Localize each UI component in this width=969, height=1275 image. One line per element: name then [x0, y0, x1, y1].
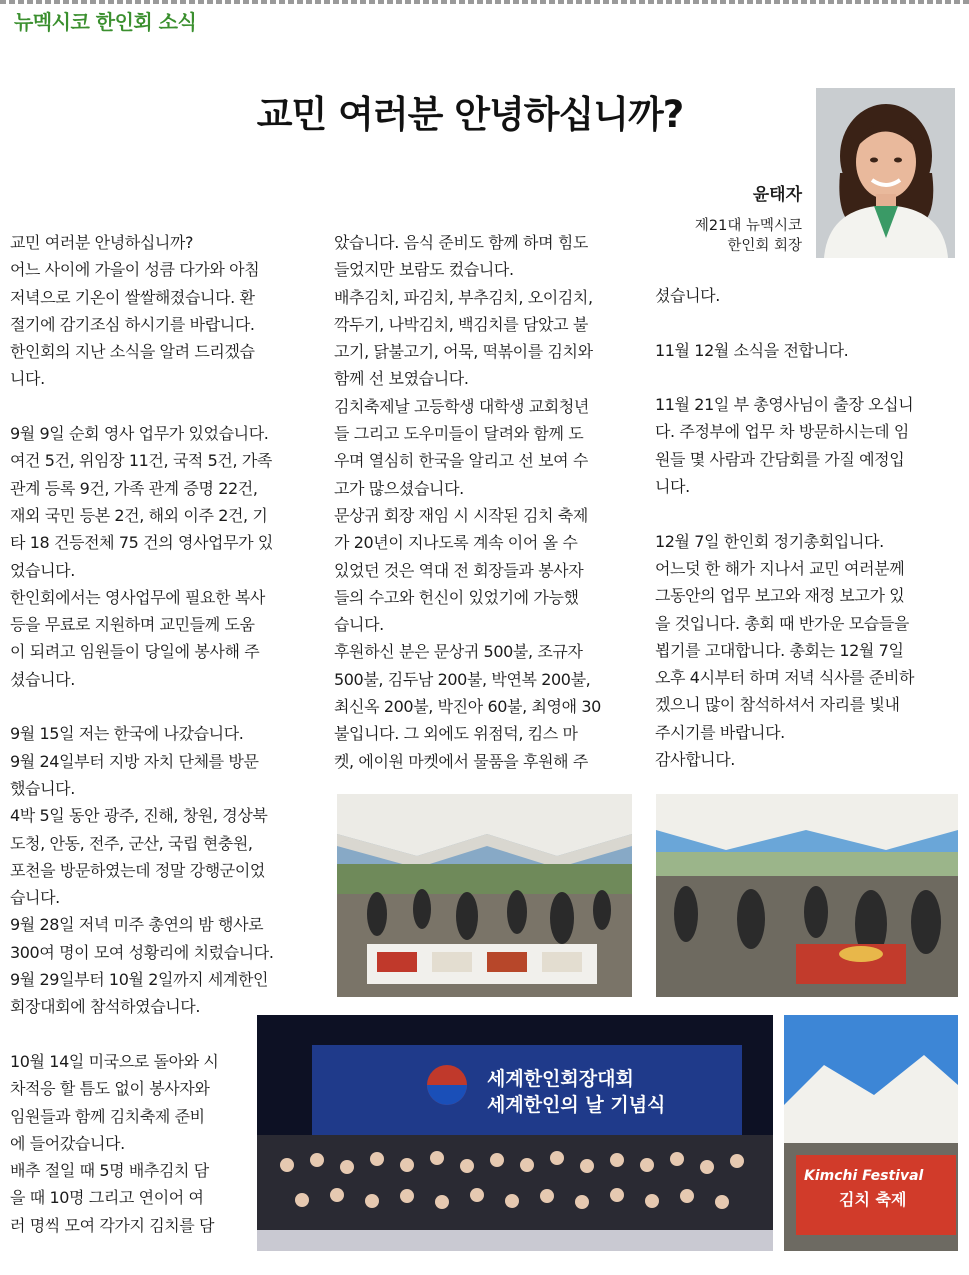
- festival-banner-photo: [784, 1015, 958, 1251]
- festival-banner-line2: 김치 축제: [839, 1190, 907, 1209]
- author-role-line1: 제21대 뉴멕시코: [694, 218, 802, 234]
- author-name: 윤태자: [752, 185, 802, 205]
- author-role-line2: 한인회 회장: [727, 238, 802, 254]
- article-column-3: 셨습니다. 11월 12월 소식을 전합니다. 11월 21일 부 총영사님이 출장 오십니 다. 주정부에 업무 차 방문하시는데 임 원들 몇 사람과 간담회를 가질 예정입 니다. 12월 7일 한인회 정기총회입니다. 어느덧 한 해가 지나서 교민 여러분께 그동안의 업무 보고와 재정 보고가 있 을 것입니다. 총회 때 반가운 모습들을 뵙기를 고대합니다. 총회는 12월 7일 오후 4시부터 하며 저녁 식사를 준비하 겠으니 많이 참석하셔서 자리를 빛내 주시기를 바랍니다. 감사합니다.: [655, 286, 915, 770]
- conference-banner-line1: 세계한인회장대회: [487, 1068, 634, 1090]
- conference-banner-line2: 세계한인의 날 기념식: [487, 1094, 666, 1116]
- conference-group-photo: [257, 1015, 773, 1251]
- author-role: [660, 216, 802, 256]
- top-rule: [0, 0, 969, 4]
- section-label: 뉴멕시코 한인회 소식: [14, 10, 197, 34]
- article-title: 교민 여러분 안녕하십니까?: [256, 93, 684, 136]
- author-portrait: [816, 88, 955, 258]
- article-column-2: 았습니다. 음식 준비도 함께 하며 힘도 들었지만 보람도 컸습니다. 배추김치, 파김치, 부추김치, 오이김치, 깍두기, 나박김치, 백김치를 담았고 불 고기, 닭불고기, 어묵, 떡볶이를 김치와 함께 선 보였습니다. 김치축제날 고등학생 대학생 교회청년 들 그리고 도우미들이 달려와 함께 도 우며 열심히 한국을 알리고 선 보여 수 고가 많으셨습니다. 문상귀 회장 재임 시 시작된 김치 축제 가 20년이 지나도록 계속 이어 올 수 있었던 것은 역대 전 회장들과 봉사자 들의 수고와 헌신이 있었기에 가능했 습니다. 후원하신 분은 문상귀 500불, 조규자 500불, 김두남 200불, 박연복 200불, 최신옥 200불, 박진아 60불, 최영애 30 불입니다. 그 외에도 위점덕, 킴스 마 켓, 에이원 마켓에서 물품을 후원해 주: [334, 233, 601, 771]
- festival-banner-line1: Kimchi Festival: [804, 1168, 924, 1184]
- festival-booth-photo-2: [656, 794, 958, 997]
- festival-booth-photo-1: [337, 794, 632, 997]
- article-column-1: 교민 여러분 안녕하십니까? 어느 사이에 가을이 성큼 다가와 아침 저녁으로 기온이 쌀쌀해졌습니다. 환 절기에 감기조심 하시기를 바랍니다. 한인회의 지난 소식을 알려 드리겠습 니다. 9월 9일 순회 영사 업무가 있었습니다. 여건 5건, 위임장 11건, 국적 5건, 가족 관계 등록 9건, 가족 관계 증명 22건, 재외 국민 등본 2건, 해외 이주 2건, 기 타 18 건등전체 75 건의 영사업무가 있 었습니다. 한인회에서는 영사업무에 필요한 복사 등을 무료로 지원하며 교민들께 도움 이 되려고 임원들이 당일에 봉사해 주 셨습니다. 9월 15일 저는 한국에 나갔습니다. 9월 24일부터 지방 자치 단체를 방문 했습니다. 4박 5일 동안 광주, 진해, 창원, 경상북 도청, 안동, 전주, 군산, 국립 현충원, 포천을 방문하였는데 정말 강행군이었 습니다. 9월 28일 저녁 미주 총연의 밤 행사로 300여 명이 모여 성황리에 치렀습니다. 9월 29일부터 10월 2일까지 세계한인 회장대회에 참석하였습니다. 10월 14일 미국으로 돌아와 시 차적응 할 틈도 없이 봉사자와 임원들과 함께 김치축제 준비 에 들어갔습니다. 배추 절일 때 5명 배추김치 담 을 때 10명 그리고 연이어 여 러 명씩 모여 각가지 김치를 담: [10, 233, 274, 1235]
